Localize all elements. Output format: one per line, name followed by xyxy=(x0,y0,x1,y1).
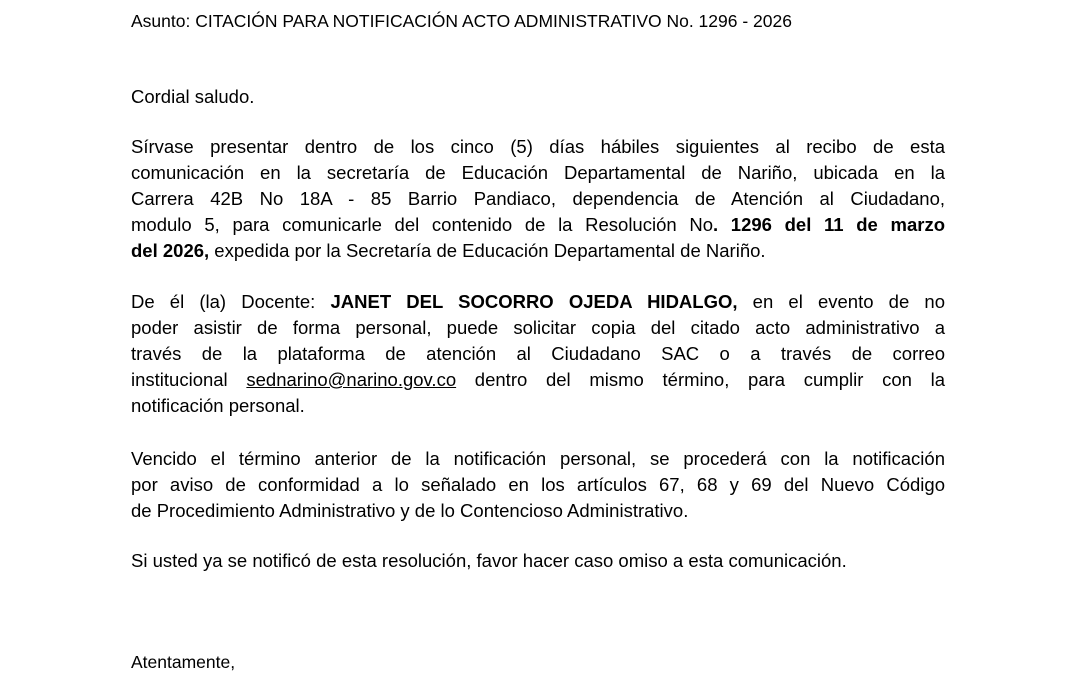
paragraph-2-line-5: notificación personal. xyxy=(131,395,305,416)
paragraph-1-line-2: comunicación en la secretaría de Educación Departamental de Nariño, ubicada en la xyxy=(131,162,945,183)
email-link[interactable]: sednarino@narino.gov.co xyxy=(246,369,457,390)
paragraph-2-line-3: través de la plataforma de atención al Ciudadano SAC o a través de correo xyxy=(131,343,945,364)
paragraph-3-line-1: Vencido el término anterior de la notificación personal, se procederá con la notificación xyxy=(131,448,945,469)
resolution-number: . 1296 del 11 de marzo xyxy=(712,214,945,235)
greeting: Cordial saludo. xyxy=(131,86,255,107)
paragraph-1-line-5-text: expedida por la Secretaría de Educación Departamental de Nariño. xyxy=(209,240,766,261)
paragraph-2-line-4-text: dentro del mismo término, para cumplir con la xyxy=(456,369,946,390)
closing: Atentamente, xyxy=(131,652,236,672)
subject-line: Asunto: CITACIÓN PARA NOTIFICACIÓN ACTO ADMINISTRATIVO No. 1296 - 2026 xyxy=(131,11,792,31)
paragraph-1-line-4 xyxy=(131,212,945,238)
paragraph-1-line-4-text: modulo 5, para comunicarle del contenido de la Resolución No xyxy=(131,214,713,235)
paragraph-2-line-1-text: en el evento de no xyxy=(737,291,945,312)
paragraph-3-line-3: de Procedimiento Administrativo y de lo Contencioso Administrativo. xyxy=(131,500,689,521)
resolution-year: del 2026, xyxy=(131,240,210,261)
paragraph-2-line-4 xyxy=(131,367,945,393)
paragraph-1-line-3: Carrera 42B No 18A - 85 Barrio Pandiaco, dependencia de Atención al Ciudadano, xyxy=(131,188,945,209)
docente-name: JANET DEL SOCORRO OJEDA HIDALGO, xyxy=(330,291,738,312)
paragraph-2-line-2: poder asistir de forma personal, puede solicitar copia del citado acto administrativo a xyxy=(131,317,945,338)
paragraph-2-line-1 xyxy=(131,289,945,315)
paragraph-1-line-1: Sírvase presentar dentro de los cinco (5) días hábiles siguientes al recibo de esta xyxy=(131,136,945,157)
institutional-label: institucional xyxy=(131,369,247,390)
docente-label: De él (la) Docente: xyxy=(131,291,331,312)
paragraph-1-line-5 xyxy=(131,238,766,264)
paragraph-3-line-2: por aviso de conformidad a lo señalado en los artículos 67, 68 y 69 del Nuevo Código xyxy=(131,474,945,495)
paragraph-4: Si usted ya se notificó de esta resolución, favor hacer caso omiso a esta comunicación. xyxy=(131,550,847,571)
